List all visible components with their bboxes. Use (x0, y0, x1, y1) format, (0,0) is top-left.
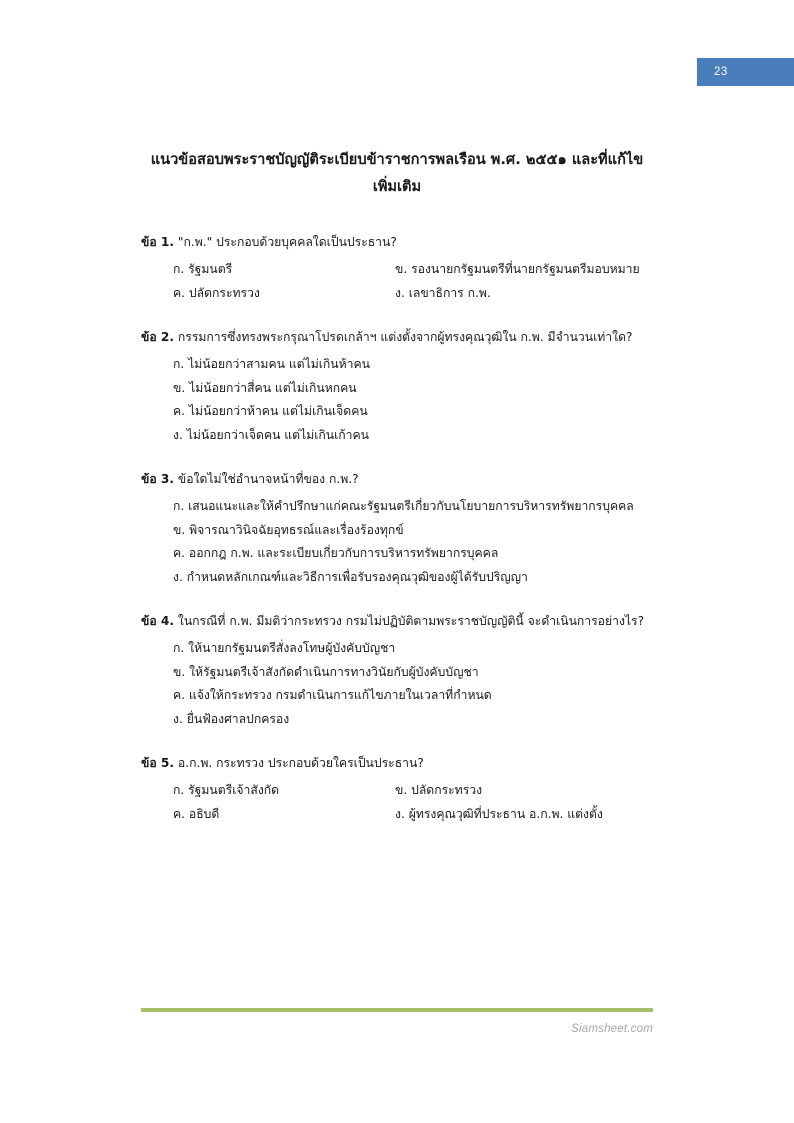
question-block (141, 753, 653, 826)
option-item: ก. เสนอแนะและให้คำปรึกษาแก่คณะรัฐมนตรีเกี่ยวกับนโยบายการบริหารทรัพยากรบุคคล (173, 499, 634, 513)
question-prompt: "ก.พ." ประกอบด้วยบุคคลใดเป็นประธาน? (177, 235, 397, 249)
question-prompt: ข้อใดไม่ใช่อำนาจหน้าที่ของ ก.พ.? (177, 472, 359, 486)
question-number: ข้อ 2. (141, 330, 175, 344)
document-title-line-2: เพิ่มเติม (372, 178, 422, 195)
option-item: ค. ปลัดกระทรวง (173, 285, 260, 300)
document-title (141, 146, 653, 200)
option-item: ก. รัฐมนตรี (173, 262, 233, 276)
question-block (141, 232, 653, 305)
option-item: ข. ปลัดกระทรวง (395, 783, 483, 797)
option-item: ง. กำหนดหลักเกณฑ์และวิธีการเพื่อรับรองคุณวุฒิของผู้ได้รับปริญญา (173, 569, 528, 584)
option-item: ข. พิจารณาวินิจฉัยอุทธรณ์และเรื่องร้องทุกข์ (173, 522, 404, 537)
option-item: ง. เลขาธิการ ก.พ. (395, 285, 491, 300)
question-number: ข้อ 5. (141, 756, 175, 770)
option-item: ค. แจ้งให้กระทรวง กรมดำเนินการแก้ไขภายในเวลาที่กำหนด (173, 688, 492, 702)
question-text (141, 327, 653, 347)
option-item: ก. รัฐมนตรีเจ้าสังกัด (173, 783, 280, 797)
question-text (141, 232, 653, 252)
option-item: ข. ไม่น้อยกว่าสี่คน แต่ไม่เกินหกคน (173, 380, 357, 395)
option-item: ง. ยื่นฟ้องศาลปกครอง (173, 711, 290, 726)
option-item: ค. ออกกฎ ก.พ. และระเบียบเกี่ยวกับการบริหารทรัพยากรบุคคล (173, 546, 499, 560)
option-list (141, 353, 653, 447)
option-list (141, 637, 653, 731)
question-block (141, 611, 653, 731)
question-block (141, 327, 653, 447)
option-list (141, 258, 653, 305)
option-item: ค. ไม่น้อยกว่าห้าคน แต่ไม่เกินเจ็ดคน (173, 404, 368, 418)
option-item: ข. รองนายกรัฐมนตรีที่นายกรัฐมนตรีมอบหมาย (395, 262, 640, 276)
footer-divider (141, 1008, 653, 1012)
document-body (141, 0, 653, 826)
question-block (141, 469, 653, 589)
option-list (141, 495, 653, 589)
option-item: ง. ไม่น้อยกว่าเจ็ดคน แต่ไม่เกินเก้าคน (173, 427, 369, 442)
question-text (141, 611, 653, 631)
option-item: ง. ผู้ทรงคุณวุฒิที่ประธาน อ.ก.พ. แต่งตั้ง (395, 806, 603, 821)
option-item: ข. ให้รัฐมนตรีเจ้าสังกัดดำเนินการทางวินัยกับผู้บังคับบัญชา (173, 664, 479, 679)
footer-site-label: Siamsheet.com (571, 1023, 653, 1035)
document-title-line-1: แนวข้อสอบพระราชบัญญัติระเบียบข้าราชการพลเรือน พ.ศ. ๒๕๕๑ และที่แก้ไข (150, 151, 644, 168)
question-text (141, 469, 653, 489)
question-prompt: อ.ก.พ. กระทรวง ประกอบด้วยใครเป็นประธาน? (177, 756, 424, 770)
question-number: ข้อ 3. (141, 472, 175, 486)
page-number-badge (697, 58, 794, 86)
option-item: ก. ให้นายกรัฐมนตรีสั่งลงโทษผู้บังคับบัญชา (173, 641, 396, 655)
question-prompt: กรรมการซึ่งทรงพระกรุณาโปรดเกล้าฯ แต่งตั้งจากผู้ทรงคุณวุฒิใน ก.พ. มีจำนวนเท่าใด? (177, 330, 633, 344)
question-number: ข้อ 4. (141, 614, 175, 628)
question-prompt: ในกรณีที่ ก.พ. มีมติว่ากระทรวง กรมไม่ปฏิบัติตามพระราชบัญญัตินี้ จะดำเนินการอย่างไร? (177, 614, 645, 628)
question-number: ข้อ 1. (141, 235, 175, 249)
question-text (141, 753, 653, 773)
option-item: ค. อธิบดี (173, 806, 220, 821)
option-item: ก. ไม่น้อยกว่าสามคน แต่ไม่เกินห้าคน (173, 357, 370, 371)
page-number-label: 23 (714, 66, 728, 78)
option-list (141, 779, 653, 826)
